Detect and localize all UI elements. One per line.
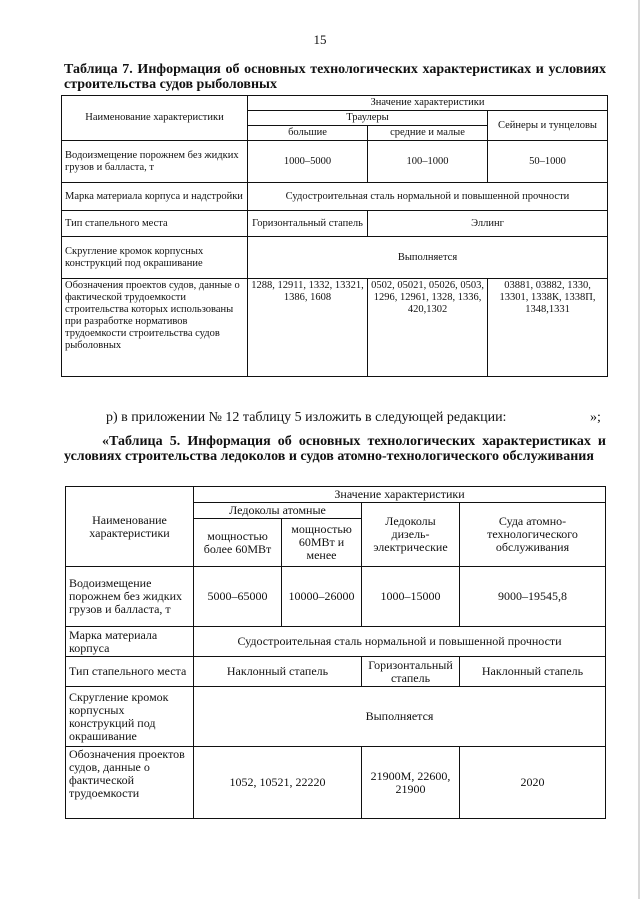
t5-displacement-diesel: 1000–15000	[362, 567, 460, 627]
t7-displacement-seiners: 50–1000	[488, 141, 608, 183]
t5-header-values: Значение характеристики	[194, 487, 606, 503]
t5-header-atomic: Суда атомно-технологического обслуживания	[460, 503, 606, 567]
table7	[61, 95, 608, 377]
t5-header-nuclear: Ледоколы атомные	[194, 503, 362, 519]
t7-projects-seiners: 03881, 03882, 1330, 13301, 1338К, 1338П, 1348,1331	[488, 279, 608, 377]
table5-caption: «Таблица 5. Информация об основных технологических характеристиках и условиях строительства ледоколов и судов атомно-технологического обслуживания	[64, 434, 606, 464]
table7-closing-mark: »;	[590, 410, 601, 425]
t5-displacement-over60: 5000–65000	[194, 567, 282, 627]
t7-rounding-name: Скругление кромок корпусных конструкций под окрашивание	[62, 237, 248, 279]
t5-projects-atomic: 2020	[460, 747, 606, 819]
t5-material-value: Судостроительная сталь нормальной и повышенной прочности	[194, 627, 606, 657]
t7-slipway-rest: Эллинг	[368, 211, 608, 237]
t7-projects-medium: 0502, 05021, 05026, 0503, 1296, 12961, 1328, 1336, 420,1302	[368, 279, 488, 377]
t5-projects-nuclear: 1052, 10521, 22220	[194, 747, 362, 819]
t5-displacement-atomic: 9000–19545,8	[460, 567, 606, 627]
t7-displacement-name: Водоизмещение порожнем без жидких грузов и балласта, т	[62, 141, 248, 183]
t5-rounding-value: Выполняется	[194, 687, 606, 747]
t7-header-seiners: Сейнеры и тунцеловы	[488, 111, 608, 141]
t5-slipway-diesel: Горизонтальный стапель	[362, 657, 460, 687]
page-number: 15	[313, 32, 327, 47]
t7-header-large: большие	[248, 126, 368, 141]
t5-slipway-name: Тип стапельного места	[66, 657, 194, 687]
t5-displacement-name: Водоизмещение порожнем без жидких грузов и балласта, т	[66, 567, 194, 627]
t5-header-name: Наименование характеристики	[66, 487, 194, 567]
t7-header-name: Наименование характеристики	[62, 96, 248, 141]
t5-projects-name: Обозначения проектов судов, данные о фактической трудоемкости	[66, 747, 194, 819]
t7-slipway-large: Горизонтальный стапель	[248, 211, 368, 237]
table5	[65, 486, 606, 819]
t7-projects-name: Обозначения проектов судов, данные о фактической трудоемкости строительства которых использованы при разработке нормативов трудоемкости строительства судов рыболовных	[62, 279, 248, 377]
t7-slipway-name: Тип стапельного места	[62, 211, 248, 237]
t5-displacement-60less: 10000–26000	[282, 567, 362, 627]
t5-slipway-atomic: Наклонный стапель	[460, 657, 606, 687]
t5-header-over60: мощностью более 60МВт	[194, 519, 282, 567]
t5-header-diesel: Ледоколы дизель-электрические	[362, 503, 460, 567]
t7-projects-large: 1288, 12911, 1332, 13321, 1386, 1608	[248, 279, 368, 377]
t7-displacement-large: 1000–5000	[248, 141, 368, 183]
t5-material-name: Марка материала корпуса	[66, 627, 194, 657]
t7-material-name: Марка материала корпуса и надстройки	[62, 183, 248, 211]
table7-caption: Таблица 7. Информация об основных технологических характеристиках и условиях строительства судов рыболовных	[64, 62, 606, 92]
t7-header-values: Значение характеристики	[248, 96, 608, 111]
t7-rounding-value: Выполняется	[248, 237, 608, 279]
t5-rounding-name: Скругление кромок корпусных конструкций под окрашивание	[66, 687, 194, 747]
t7-displacement-medium: 100–1000	[368, 141, 488, 183]
paragraph-r: р) в приложении № 12 таблицу 5 изложить в следующей редакции:	[106, 410, 507, 425]
t5-projects-diesel: 21900М, 22600, 21900	[362, 747, 460, 819]
t7-header-trawlers: Траулеры	[248, 111, 488, 126]
t5-slipway-nuclear: Наклонный стапель	[194, 657, 362, 687]
t7-header-medium-small: средние и малые	[368, 126, 488, 141]
t5-header-60less: мощностью 60МВт и менее	[282, 519, 362, 567]
t7-material-value: Судостроительная сталь нормальной и повышенной прочности	[248, 183, 608, 211]
